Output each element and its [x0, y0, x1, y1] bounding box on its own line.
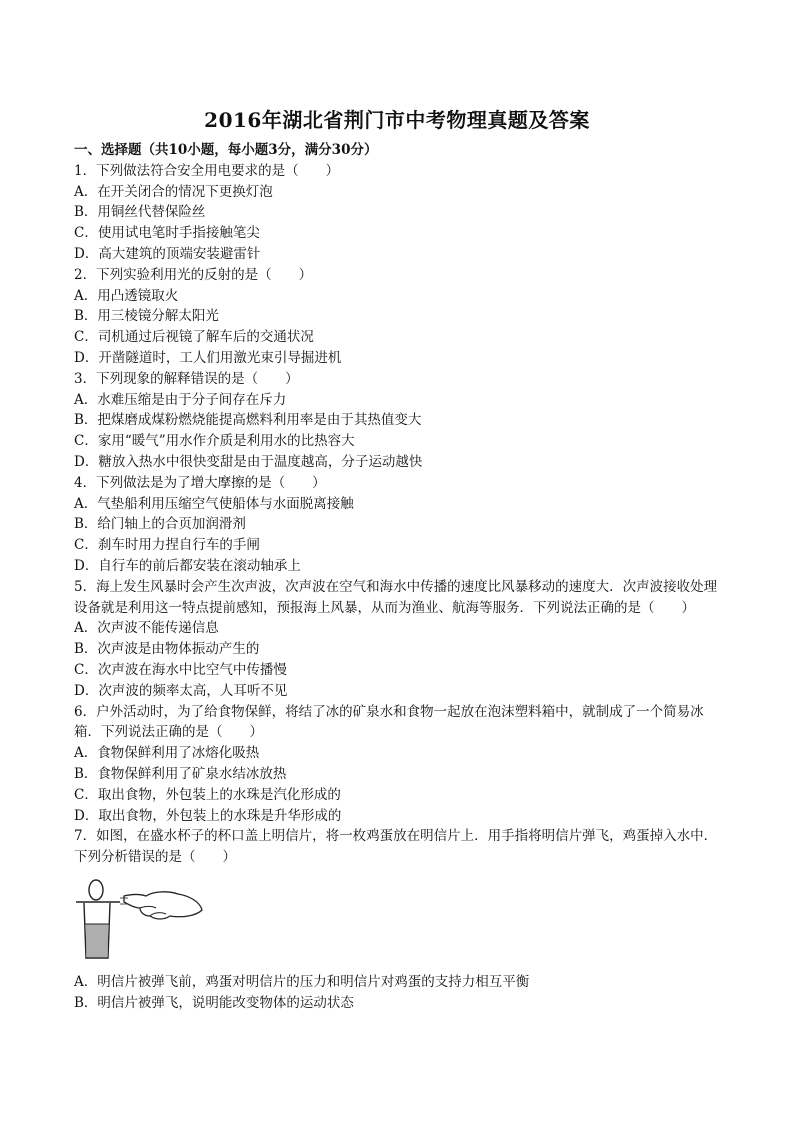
question-5-option-a: A．次声波不能传递信息	[74, 620, 219, 637]
question-3-option-d: D．糖放入热水中很快变甜是由于温度越高，分子运动越快	[74, 453, 423, 470]
question-4-option-a: A．气垫船利用压缩空气使船体与水面脱离接触	[74, 495, 354, 512]
question-6-stem: 6．户外活动时，为了给食物保鲜，将结了冰的矿泉水和食物一起放在泡沫塑料箱中，就制成了一个简易冰箱．下列说法正确的是（ ）	[74, 703, 704, 741]
question-7-option-b: B．明信片被弹飞，说明能改变物体的运动状态	[74, 994, 354, 1011]
question-7-stem: 7．如图，在盛水杯子的杯口盖上明信片，将一枚鸡蛋放在明信片上．用手指将明信片弹飞，鸡蛋掉入水中．下列分析错误的是（ ）	[74, 828, 718, 866]
question-4-stem: 4．下列做法是为了增大摩擦的是（ ）	[74, 474, 326, 491]
question-3-option-a: A．水难压缩是由于分子间存在斥力	[74, 391, 287, 408]
question-6-option-b: B．食物保鲜利用了矿泉水结冰放热	[74, 765, 287, 782]
question-1-option-a: A．在开关闭合的情况下更换灯泡	[74, 183, 273, 200]
question-2-option-d: D．开凿隧道时，工人们用激光束引导掘进机	[74, 349, 342, 366]
question-6-option-a: A．食物保鲜利用了冰熔化吸热	[74, 745, 260, 762]
question-3-option-c: C．家用“暖气”用水作介质是利用水的比热容大	[74, 433, 355, 450]
question-2-option-a: A．用凸透镜取火	[74, 287, 179, 304]
question-2-option-b: B．用三棱镜分解太阳光	[74, 308, 219, 325]
document-title: 2016年湖北省荆门市中考物理真题及答案	[204, 108, 590, 132]
egg-card-cup-figure	[74, 872, 204, 964]
question-5-option-c: C．次声波在海水中比空气中传播慢	[74, 661, 287, 678]
section-heading: 一、选择题（共10小题，每小题3分，满分30分）	[74, 142, 378, 158]
question-5-stem: 5．海上发生风暴时会产生次声波，次声波在空气和海水中传播的速度比风暴移动的速度大．次声波接收处理设备就是利用这一特点提前感知，预报海上风暴，从而为渔业、航海等服务．下列说法正确的是（ ）	[74, 578, 718, 616]
question-2-option-c: C．司机通过后视镜了解车后的交通状况	[74, 329, 314, 346]
question-5-option-d: D．次声波的频率太高，人耳听不见	[74, 682, 288, 699]
question-2-stem: 2．下列实验利用光的反射的是（ ）	[74, 266, 313, 283]
question-4-option-d: D．自行车的前后都安装在滚动轴承上	[74, 557, 301, 574]
question-1-stem: 1．下列做法符合安全用电要求的是（ ）	[74, 162, 340, 179]
document-body	[74, 140, 724, 1013]
question-3-option-b: B．把煤磨成煤粉燃烧能提高燃料利用率是由于其热值变大	[74, 412, 422, 429]
question-4-option-b: B．给门轴上的合页加润滑剂	[74, 516, 246, 533]
question-6-option-c: C．取出食物，外包装上的水珠是汽化形成的	[74, 786, 341, 803]
question-1-option-c: C．使用试电笔时手指接触笔尖	[74, 225, 260, 242]
question-6-option-d: D．取出食物，外包装上的水珠是升华形成的	[74, 807, 342, 824]
question-1-option-d: D．高大建筑的顶端安装避雷针	[74, 245, 261, 262]
question-4-option-c: C．刹车时用力捏自行车的手闸	[74, 537, 260, 554]
question-5-option-b: B．次声波是由物体振动产生的	[74, 641, 260, 658]
question-3-stem: 3．下列现象的解释错误的是（ ）	[74, 370, 299, 387]
question-1-option-b: B．用铜丝代替保险丝	[74, 204, 206, 221]
question-7-option-a: A．明信片被弹飞前，鸡蛋对明信片的压力和明信片对鸡蛋的支持力相互平衡	[74, 973, 530, 990]
